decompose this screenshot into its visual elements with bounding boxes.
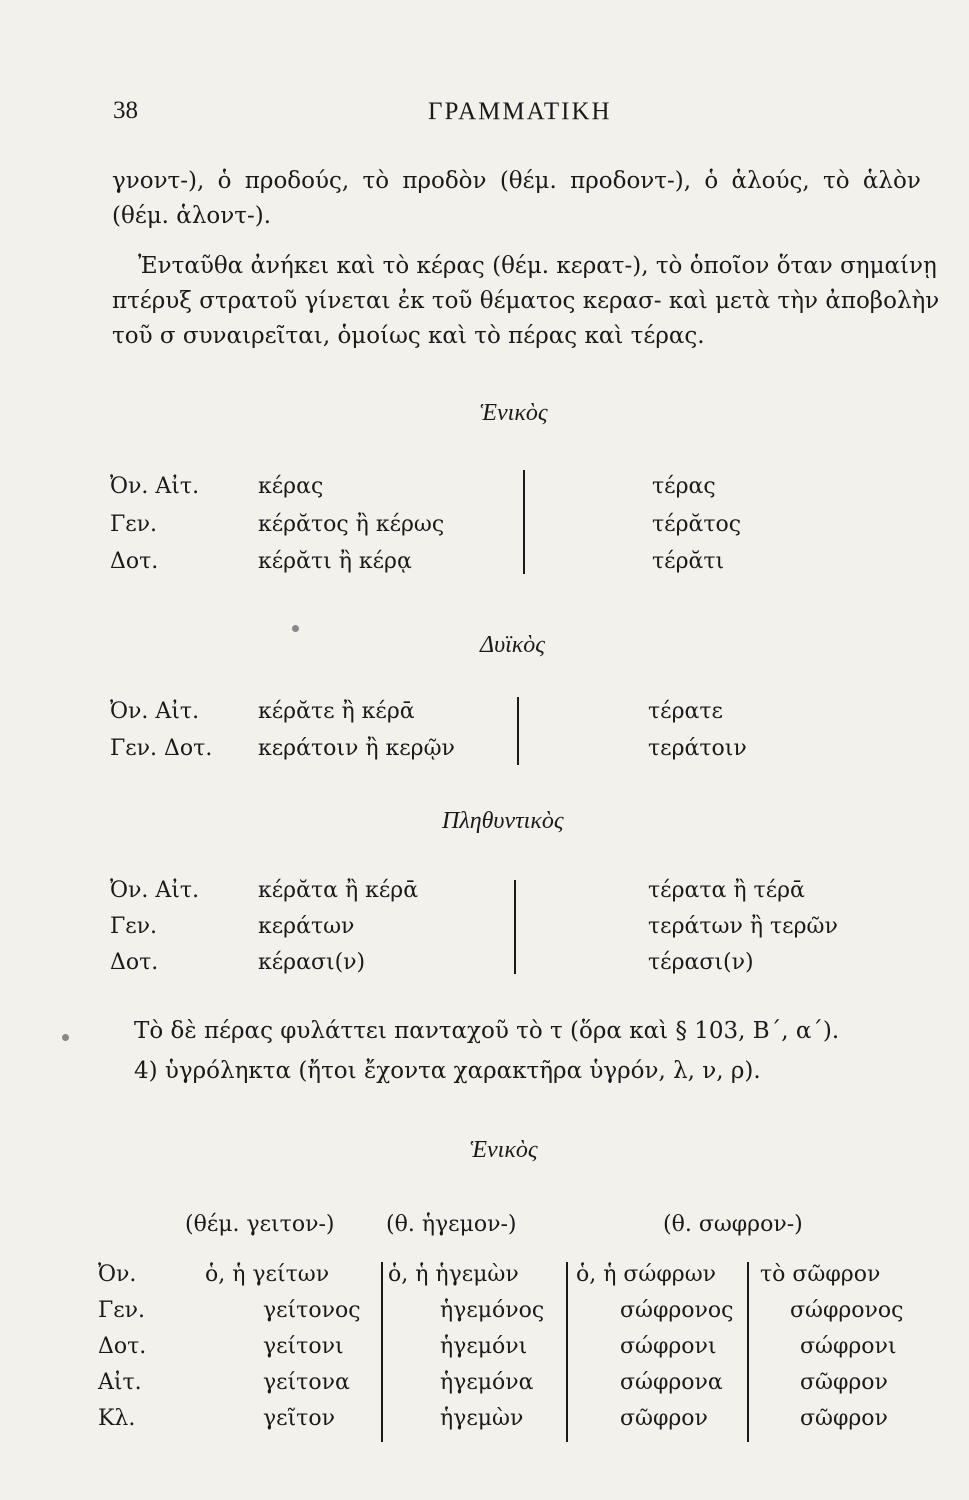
singular-heading-2: Ἑνικὸς [470, 1137, 538, 1163]
dual-case-2: Γεν. Δοτ. [110, 736, 213, 761]
plural-keras-1: κέρᾰτα ἢ κέρᾱ [258, 878, 419, 903]
stem-sophron: (θ. σωφρον-) [663, 1212, 803, 1237]
singular-teras-1: τέρας [652, 474, 716, 499]
plural-heading: Πληθυντικὸς [442, 808, 564, 834]
page-title: ΓΡΑΜΜΑΤΙΚΗ [428, 98, 612, 125]
t2-case-1: Ὀν. [98, 1262, 137, 1287]
t2-case-4: Αἰτ. [98, 1370, 142, 1395]
ink-spot [62, 1034, 69, 1041]
t2-case-2: Γεν. [98, 1298, 146, 1323]
singular-case-2: Γεν. [110, 512, 158, 537]
singular-divider [523, 470, 525, 574]
t2-sophron-1: ὁ, ἡ σώφρων [576, 1262, 717, 1287]
t2-sophron-3: σώφρονι [620, 1334, 717, 1359]
t2-sophron-5: σῶφρον [620, 1406, 708, 1431]
dual-teras-2: τεράτοιν [648, 736, 747, 761]
t2-geiton-2: γείτονος [263, 1298, 361, 1323]
stem-geiton: (θέμ. γειτον-) [185, 1212, 335, 1237]
dual-case-1: Ὀν. Αἰτ. [110, 699, 200, 724]
plural-case-3: Δοτ. [110, 950, 159, 975]
plural-case-1: Ὀν. Αἰτ. [110, 878, 200, 903]
t2-sophron-neut-4: σῶφρον [800, 1370, 888, 1395]
intro-line-2: (θέμ. ἁλοντ-). [112, 203, 272, 229]
intro-line-1: γνοντ-), ὁ προδούς, τὸ προδὸν (θέμ. προδοντ-), ὁ ἁλούς, τὸ ἁλὸν [112, 168, 921, 194]
plural-case-2: Γεν. [110, 914, 158, 939]
t2-case-3: Δοτ. [98, 1334, 147, 1359]
plural-teras-1: τέρατα ἢ τέρᾱ [648, 878, 805, 903]
table2-divider-3 [747, 1262, 749, 1442]
t2-hegemon-4: ἡγεμόνα [440, 1370, 534, 1395]
page-number: 38 [113, 97, 138, 124]
t2-sophron-neut-1: τὸ σῶφρον [760, 1262, 881, 1287]
intro-line-4: πτέρυξ στρατοῦ γίνεται ἐκ τοῦ θέματος κερασ- καὶ μετὰ τὴν ἀποβολὴν [112, 288, 940, 314]
singular-keras-2: κέρᾰτος ἢ κέρως [258, 512, 445, 537]
singular-keras-1: κέρας [258, 474, 324, 499]
t2-sophron-neut-5: σῶφρον [800, 1406, 888, 1431]
singular-case-1: Ὀν. Αἰτ. [110, 474, 200, 499]
table2-divider-2 [566, 1262, 568, 1442]
plural-teras-2: τεράτων ἢ τερῶν [648, 914, 838, 939]
stem-hegemon: (θ. ἡγεμον-) [386, 1212, 517, 1237]
t2-geiton-5: γεῖτον [263, 1406, 335, 1431]
plural-keras-2: κεράτων [258, 914, 355, 939]
t2-sophron-neut-2: σώφρονος [790, 1298, 904, 1323]
ink-spot [292, 625, 299, 632]
plural-teras-3: τέρασι(ν) [648, 950, 754, 975]
plural-keras-3: κέρασι(ν) [258, 950, 366, 975]
t2-geiton-4: γείτονα [263, 1370, 350, 1395]
dual-divider [517, 697, 519, 765]
t2-geiton-3: γείτονι [263, 1334, 344, 1359]
dual-keras-1: κέρᾰτε ἢ κέρᾱ [258, 699, 415, 724]
dual-keras-2: κεράτοιν ἢ κερῷν [258, 736, 455, 761]
singular-teras-2: τέρᾰτος [652, 512, 742, 537]
singular-keras-3: κέρᾰτι ἢ κέρᾳ [258, 549, 412, 574]
note-line-1: Τὸ δὲ πέρας φυλάττει πανταχοῦ τὸ τ (ὅρα καὶ § 103, Β΄, α΄). [134, 1018, 840, 1044]
dual-teras-1: τέρατε [648, 699, 723, 724]
t2-hegemon-2: ἡγεμόνος [440, 1298, 545, 1323]
intro-line-3: Ἐνταῦθα ἀνήκει καὶ τὸ κέρας (θέμ. κερατ-), τὸ ὁποῖον ὅταν σημαίνῃ [138, 253, 937, 279]
t2-sophron-neut-3: σώφρονι [800, 1334, 897, 1359]
dual-heading: Δυϊκὸς [480, 632, 546, 658]
table2-divider-1 [381, 1262, 383, 1442]
note-line-2: 4) ὑγρόληκτα (ἤτοι ἔχοντα χαρακτῆρα ὑγρόν, λ, ν, ρ). [134, 1058, 761, 1084]
singular-teras-3: τέρᾰτι [652, 549, 725, 574]
singular-heading: Ἑνικὸς [480, 400, 548, 426]
t2-geiton-1: ὁ, ἡ γείτων [205, 1262, 330, 1287]
t2-case-5: Κλ. [98, 1406, 136, 1431]
t2-sophron-4: σώφρονα [620, 1370, 723, 1395]
t2-hegemon-5: ἡγεμὼν [440, 1406, 524, 1431]
t2-hegemon-1: ὁ, ἡ ἡγεμὼν [388, 1262, 519, 1287]
singular-case-3: Δοτ. [110, 549, 159, 574]
plural-divider [514, 880, 516, 974]
intro-line-5: τοῦ σ συναιρεῖται, ὁμοίως καὶ τὸ πέρας καὶ τέρας. [112, 323, 705, 349]
t2-sophron-2: σώφρονος [620, 1298, 734, 1323]
t2-hegemon-3: ἡγεμόνι [440, 1334, 528, 1359]
